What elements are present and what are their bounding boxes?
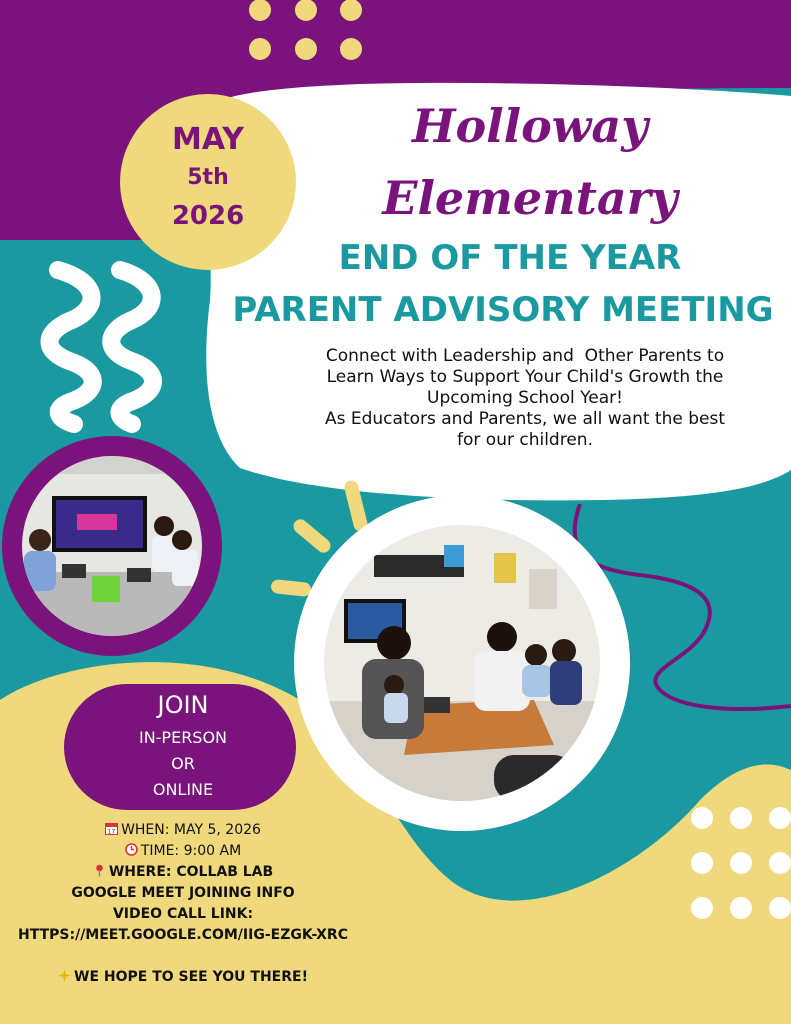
join-title: JOIN (157, 691, 209, 719)
join-line3: ONLINE (152, 780, 214, 799)
bottom-dots (691, 807, 791, 919)
meet-info: GOOGLE MEET JOINING INFO (71, 885, 295, 901)
clock-icon (125, 842, 138, 855)
where-text: WHERE: COLLAB LAB (108, 864, 274, 880)
school-name-line2: Elementary (382, 171, 678, 225)
subtitle-line2: PARENT ADVISORY MEETING (232, 290, 774, 330)
sparkle-icon (58, 968, 71, 981)
detail-closing (0, 967, 366, 988)
date-day: 5th (187, 165, 229, 190)
description-line2: Learn Ways to Support Your Child's Growth the (326, 367, 724, 387)
join-line1: IN-PERSON (138, 728, 228, 747)
meet-link[interactable]: HTTPS://MEET.GOOGLE.COM/IIG-EZGK-XRC (18, 927, 348, 943)
students-classroom-photo (22, 456, 202, 636)
join-line2: OR (171, 754, 195, 773)
when-text: WHEN: MAY 5, 2026 (121, 822, 261, 838)
date-month: MAY (172, 122, 244, 157)
pin-icon (93, 863, 106, 876)
details (0, 820, 366, 988)
time-text: TIME: 9:00 AM (140, 843, 242, 859)
description-line4: As Educators and Parents, we all want the best (324, 409, 726, 429)
date-year: 2026 (171, 201, 245, 231)
description-line5: for our children. (457, 430, 593, 450)
description-line1: Connect with Leadership and Other Parents to (325, 346, 725, 366)
description (270, 346, 780, 451)
detail-when (0, 820, 366, 841)
subtitle-line1: END OF THE YEAR (338, 238, 682, 278)
description-line3: Upcoming School Year! (427, 388, 623, 408)
spacer (0, 946, 366, 967)
parents-students-photo (324, 525, 600, 801)
detail-where (0, 862, 366, 883)
detail-time (0, 841, 366, 862)
school-name-line1: Holloway (412, 99, 648, 153)
calendar-icon (105, 821, 118, 834)
svg-text:17: 17 (107, 828, 116, 835)
video-label: VIDEO CALL LINK: (112, 906, 254, 922)
closing-text: WE HOPE TO SEE YOU THERE! (74, 969, 308, 985)
